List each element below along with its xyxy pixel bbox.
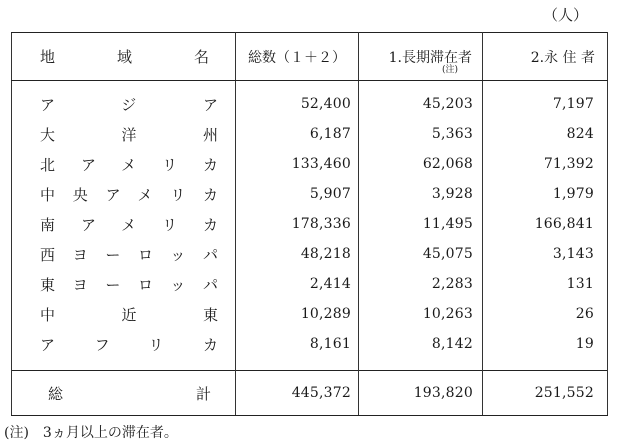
table-row: [12, 329, 608, 359]
table-row: [12, 149, 608, 179]
total-cell: 5,907: [236, 179, 359, 209]
total-cell: 48,218: [236, 239, 359, 269]
table-row: [12, 209, 608, 239]
permanent-cell: 71,392: [483, 149, 608, 179]
region-cell: アジア: [12, 89, 236, 119]
header-permanent: 2.永 住 者: [483, 33, 608, 81]
total-cell: 6,187: [236, 119, 359, 149]
permanent-cell: 131: [483, 269, 608, 299]
long-term-cell: 45,075: [359, 239, 483, 269]
long-term-cell: 11,495: [359, 209, 483, 239]
permanent-cell: 19: [483, 329, 608, 359]
region-cell: 北アメリカ: [12, 149, 236, 179]
total-cell: 178,336: [236, 209, 359, 239]
table-row: [12, 239, 608, 269]
table-row: [12, 269, 608, 299]
total-cell: 8,161: [236, 329, 359, 359]
permanent-cell: 1,979: [483, 179, 608, 209]
permanent-cell: 3,143: [483, 239, 608, 269]
region-cell: 東ヨーロッパ: [12, 269, 236, 299]
permanent-cell: 26: [483, 299, 608, 329]
long-term-cell: 45,203: [359, 89, 483, 119]
total-row-label: 総計: [12, 371, 236, 416]
table-header-row: [12, 33, 608, 81]
total-row: [12, 371, 608, 416]
long-term-cell: 2,283: [359, 269, 483, 299]
total-cell: 2,414: [236, 269, 359, 299]
long-term-cell: 5,363: [359, 119, 483, 149]
header-region: 地域名: [12, 33, 236, 81]
long-term-cell: 3,928: [359, 179, 483, 209]
table-row: [12, 89, 608, 119]
total-cell: 10,289: [236, 299, 359, 329]
region-cell: 中近東: [12, 299, 236, 329]
region-cell: 西ヨーロッパ: [12, 239, 236, 269]
permanent-cell: 166,841: [483, 209, 608, 239]
total-cell: 133,460: [236, 149, 359, 179]
table-row: [12, 119, 608, 149]
header-long-term: [359, 33, 483, 81]
long-term-cell: 8,142: [359, 329, 483, 359]
header-long-term-note: (注): [441, 65, 458, 75]
footnote: (注) 3ヵ月以上の滞在者。: [4, 425, 178, 441]
long-term-cell: 62,068: [359, 149, 483, 179]
header-long-term-label: 1.長期滞在者: [388, 49, 472, 66]
header-total: 総数（１＋２）: [236, 33, 359, 81]
region-cell: 中央アメリカ: [12, 179, 236, 209]
region-cell: 大洋州: [12, 119, 236, 149]
table-row: [12, 299, 608, 329]
permanent-cell: 824: [483, 119, 608, 149]
table-row: [12, 179, 608, 209]
residents-table: [11, 32, 608, 416]
total-cell: 52,400: [236, 89, 359, 119]
total-row-permanent: 251,552: [483, 371, 608, 416]
total-row-long-term: 193,820: [359, 371, 483, 416]
table-body: [12, 81, 608, 371]
region-cell: アフリカ: [12, 329, 236, 359]
total-row-total: 445,372: [236, 371, 359, 416]
permanent-cell: 7,197: [483, 89, 608, 119]
region-cell: 南アメリカ: [12, 209, 236, 239]
unit-label: （人）: [542, 6, 588, 24]
long-term-cell: 10,263: [359, 299, 483, 329]
